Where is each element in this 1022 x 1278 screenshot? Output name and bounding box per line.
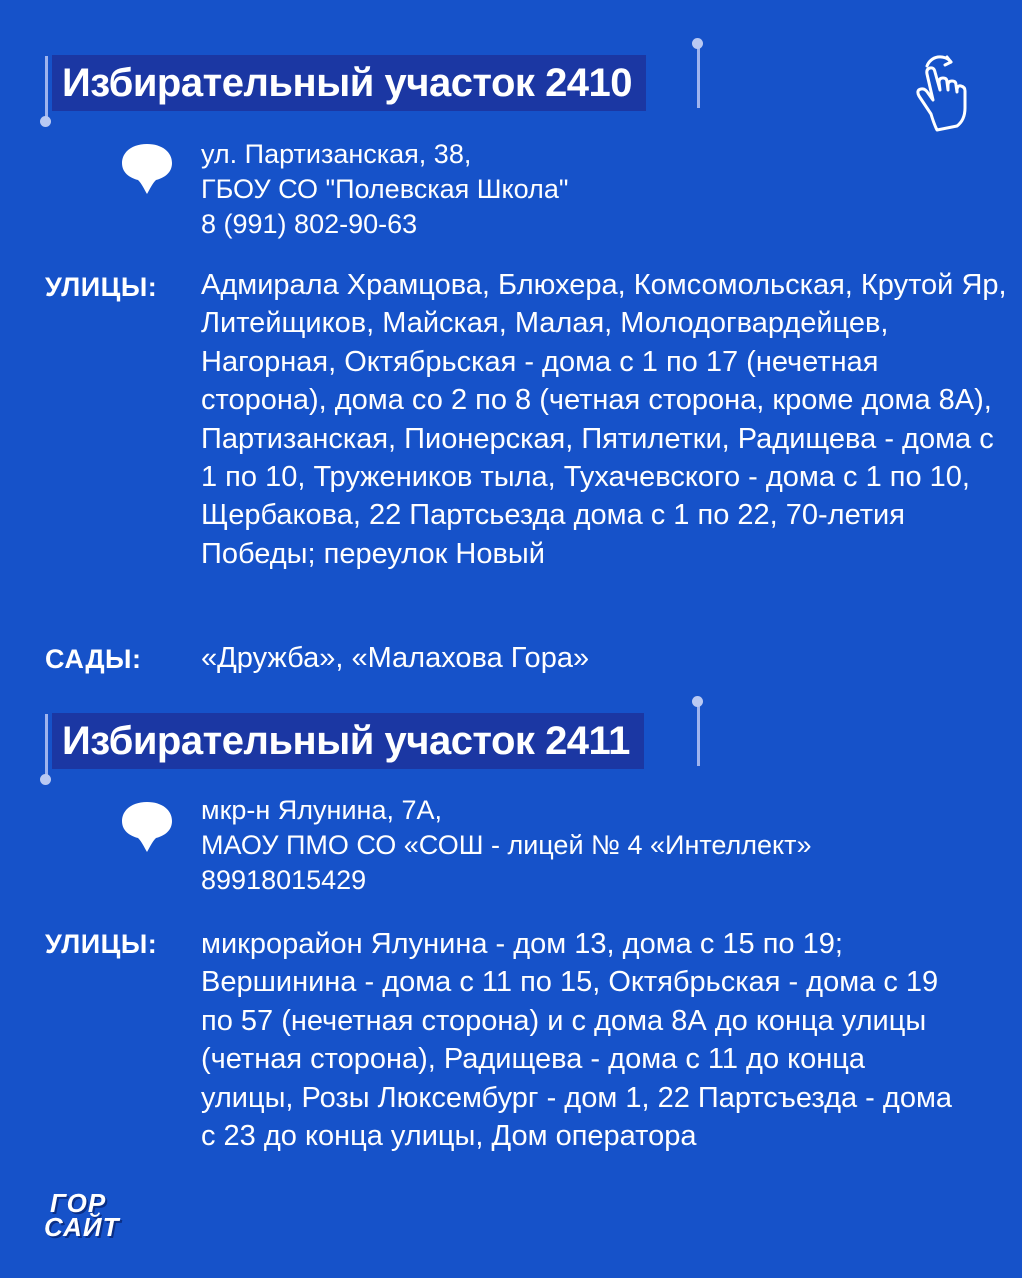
station-title-block	[40, 38, 710, 128]
phone-number: 8 (991) 802-90-63	[201, 209, 418, 239]
decor-dot-left	[40, 774, 51, 785]
station-title-box	[52, 55, 646, 111]
location-pin-icon	[120, 142, 174, 196]
decor-line-right	[697, 44, 700, 108]
address-school: МАОУ ПМО СО «СОШ - лицей № 4 «Интеллект»	[201, 830, 812, 860]
station-title-box	[52, 713, 644, 769]
decor-dot-left	[40, 116, 51, 127]
streets-list: микрорайон Ялунина - дом 13, дома с 15 по 19; Вершинина - дома с 11 по 15, Октябрьская - дома с 19 по 57 (нечетная сторона) и с дома 8А до конца улицы (четная сторона), Радищева - дома с 11 до конца улицы, Розы Люксембург - дом 1, 22 Партсъезда - дома с 23 до конца улицы, Дом оператора	[201, 928, 953, 1153]
station-title: Избирательный участок 2410	[62, 60, 633, 105]
address-school: ГБОУ СО "Полевская Школа"	[201, 174, 569, 204]
logo-line2: САЙТ	[44, 1212, 120, 1242]
station-title: Избирательный участок 2411	[62, 718, 630, 763]
decor-dot-right	[692, 38, 703, 49]
decor-dot-right	[692, 696, 703, 707]
address-street: ул. Партизанская, 38,	[201, 139, 472, 169]
streets-label: УЛИЦЫ:	[45, 929, 158, 959]
streets-list: Адмирала Храмцова, Блюхера, Комсомольская, Крутой Яр, Литейщиков, Майская, Малая, Молодогвардейцев, Нагорная, Октябрьская - дома с 1 по 17 (нечетная сторона), дома со 2 по 8 (четная сторона, кроме дома 8А), Партизанская, Пионерская, Пятилетки, Радищева - дома с 1 по 10, Тружеников тыла, Тухачевского - дома с 1 по 10, Щербакова, 22 Партсьезда дома с 1 по 22, 70-летия Победы; переулок Новый	[201, 269, 1007, 570]
decor-line-right	[697, 702, 700, 766]
decor-line-left	[45, 56, 48, 124]
gardens-label: САДЫ:	[45, 644, 142, 674]
swipe-hand-icon	[907, 52, 977, 136]
address-street: мкр-н Ялунина, 7А,	[201, 795, 442, 825]
station-title-block	[40, 696, 710, 786]
location-pin-icon	[120, 800, 174, 854]
gorsait-logo	[40, 1188, 140, 1246]
logo-line1: ГОР	[50, 1188, 107, 1218]
gardens-list: «Дружба», «Малахова Гора»	[201, 642, 590, 674]
address-block	[201, 137, 568, 242]
address-block	[201, 793, 812, 898]
streets-label: УЛИЦЫ:	[45, 272, 158, 302]
decor-line-left	[45, 714, 48, 782]
phone-number: 89918015429	[201, 865, 367, 895]
